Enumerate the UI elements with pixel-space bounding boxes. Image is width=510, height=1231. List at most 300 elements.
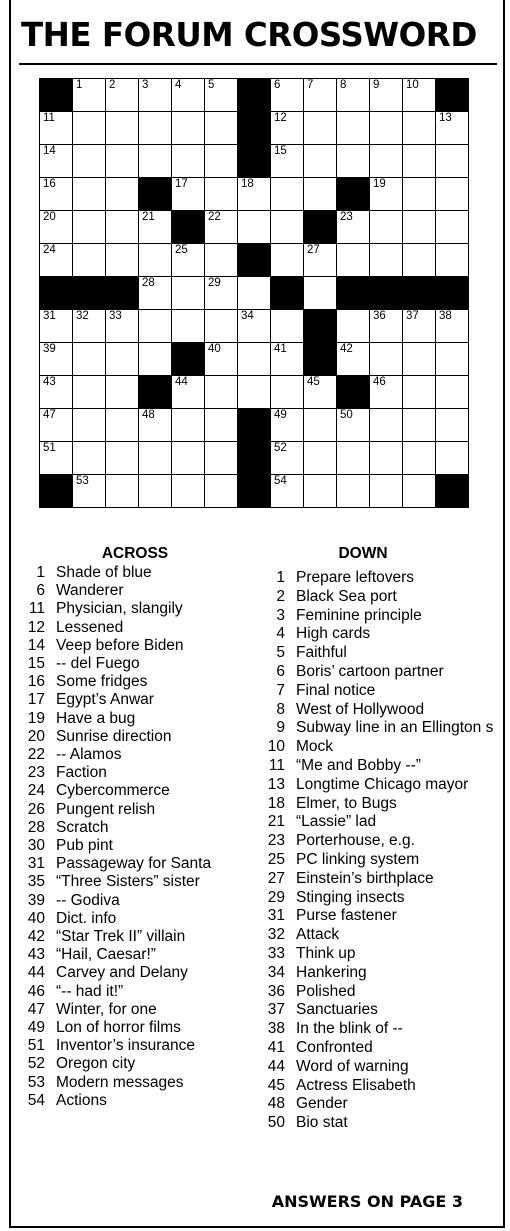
grid-cell[interactable] (205, 112, 238, 145)
down-clue (260, 719, 493, 738)
grid-cell[interactable] (436, 145, 469, 178)
down-clue (260, 907, 397, 926)
down-clue (260, 889, 405, 908)
grid-cell[interactable] (205, 343, 238, 376)
grid-cell[interactable] (172, 178, 205, 211)
grid-cell[interactable] (73, 409, 106, 442)
clue-number: 21 (267, 813, 285, 831)
answers-note: ANSWERS ON PAGE 3 (271, 1192, 463, 1211)
clue-number: 48 (267, 1095, 285, 1113)
cell-number: 43 (43, 376, 56, 388)
grid-cell[interactable] (304, 475, 337, 508)
grid-cell[interactable] (40, 442, 73, 475)
black-square (238, 79, 271, 112)
clue-number: 3 (276, 606, 285, 624)
grid-cell[interactable] (139, 244, 172, 277)
grid-cell[interactable] (304, 409, 337, 442)
grid-cell[interactable] (403, 442, 436, 475)
clue-text: Oregon city (56, 1055, 136, 1073)
clue-number: 18 (267, 794, 285, 812)
clue-text: “-- had it!” (56, 982, 124, 1000)
grid-cell[interactable] (304, 145, 337, 178)
grid-cell[interactable] (271, 145, 304, 178)
grid-cell[interactable] (40, 409, 73, 442)
grid-cell[interactable] (271, 442, 304, 475)
grid-cell[interactable] (106, 178, 139, 211)
grid-cell[interactable] (73, 145, 106, 178)
grid-cell[interactable] (172, 277, 205, 310)
grid-cell[interactable] (436, 310, 469, 343)
cell-number: 53 (76, 475, 89, 487)
down-clue (260, 964, 367, 983)
clue-text: Modern messages (56, 1073, 184, 1091)
clue-number: 32 (267, 926, 285, 944)
grid-cell[interactable] (271, 112, 304, 145)
cell-number: 17 (175, 178, 188, 190)
cell-number: 9 (373, 79, 380, 91)
grid-cell[interactable] (172, 409, 205, 442)
grid-cell[interactable] (205, 178, 238, 211)
grid-cell[interactable] (403, 310, 436, 343)
clue-number: 30 (27, 837, 45, 854)
clue-number: 43 (27, 946, 45, 964)
grid-cell[interactable] (370, 211, 403, 244)
grid-cell[interactable] (370, 343, 403, 376)
black-square (73, 277, 106, 310)
grid-cell[interactable] (238, 178, 271, 211)
grid-cell[interactable] (370, 475, 403, 508)
grid-cell[interactable] (172, 475, 205, 508)
grid-cell[interactable] (304, 376, 337, 409)
grid-cell[interactable] (172, 442, 205, 475)
across-clue (20, 1001, 157, 1020)
across-clue (20, 728, 171, 747)
clue-number: 52 (27, 1055, 45, 1073)
grid-cell[interactable] (73, 343, 106, 376)
grid-cell[interactable] (271, 409, 304, 442)
grid-cell[interactable] (370, 376, 403, 409)
clue-number: 40 (27, 909, 45, 927)
black-square (304, 310, 337, 343)
grid-cell[interactable] (403, 409, 436, 442)
black-square (238, 112, 271, 145)
clue-text: Scratch (56, 818, 109, 836)
across-clue (20, 673, 147, 692)
grid-cell[interactable] (337, 145, 370, 178)
clue-text: Physician, slangily (56, 600, 183, 618)
grid-cell[interactable] (436, 376, 469, 409)
grid-cell[interactable] (403, 178, 436, 211)
clue-number: 42 (27, 928, 45, 945)
down-clue (260, 926, 339, 945)
down-clue (260, 1058, 409, 1077)
clue-text: Faction (56, 764, 107, 782)
grid-cell[interactable] (370, 409, 403, 442)
across-clue (20, 873, 200, 892)
grid-cell[interactable] (172, 112, 205, 145)
grid-cell[interactable] (73, 178, 106, 211)
grid-cell[interactable] (205, 211, 238, 244)
grid-cell[interactable] (403, 211, 436, 244)
across-clue (20, 710, 135, 729)
grid-cell[interactable] (139, 343, 172, 376)
clue-text: Passageway for Santa (56, 855, 212, 873)
grid-cell[interactable] (337, 211, 370, 244)
grid-cell[interactable] (73, 79, 106, 112)
clue-text: “Star Trek II” villain (56, 928, 186, 945)
black-square (106, 277, 139, 310)
down-clue (260, 757, 421, 776)
clue-text: Actions (56, 1091, 107, 1109)
clue-number: 22 (27, 746, 45, 763)
clue-number: 34 (267, 963, 285, 981)
grid-cell[interactable] (40, 343, 73, 376)
cell-number: 47 (43, 409, 56, 421)
clue-text: Winter, for one (56, 1000, 157, 1018)
across-clue (20, 1055, 135, 1074)
grid-cell[interactable] (205, 409, 238, 442)
clue-text: Faithful (296, 644, 347, 662)
across-clue (20, 946, 156, 965)
clue-text: Porterhouse, e.g. (296, 832, 415, 850)
black-square (238, 475, 271, 508)
clue-number: 51 (27, 1037, 45, 1055)
grid-cell[interactable] (205, 442, 238, 475)
cell-number: 18 (241, 178, 254, 190)
grid-cell[interactable] (106, 79, 139, 112)
grid-cell[interactable] (436, 409, 469, 442)
grid-cell[interactable] (205, 244, 238, 277)
cell-number: 7 (307, 79, 314, 91)
grid-cell[interactable] (403, 79, 436, 112)
grid-cell[interactable] (337, 475, 370, 508)
grid-cell[interactable] (172, 79, 205, 112)
clue-number: 15 (27, 655, 45, 672)
cell-number: 4 (175, 79, 182, 91)
grid-cell[interactable] (139, 277, 172, 310)
black-square (238, 145, 271, 178)
grid-cell[interactable] (403, 343, 436, 376)
grid-cell[interactable] (172, 376, 205, 409)
cell-number: 36 (373, 310, 386, 322)
cell-number: 38 (439, 310, 452, 322)
down-clue (260, 983, 355, 1002)
clue-text: Pungent relish (56, 800, 156, 818)
across-clue (20, 600, 183, 619)
grid-cell[interactable] (403, 244, 436, 277)
clue-number: 1 (36, 564, 45, 581)
grid-cell[interactable] (73, 112, 106, 145)
grid-cell[interactable] (106, 211, 139, 244)
down-clue (260, 644, 347, 663)
cell-number: 40 (208, 343, 221, 355)
grid-cell[interactable] (238, 277, 271, 310)
clue-text: Carvey and Delany (56, 964, 188, 982)
grid-cell[interactable] (304, 244, 337, 277)
clue-number: 38 (267, 1020, 285, 1038)
grid-cell[interactable] (106, 343, 139, 376)
grid-cell[interactable] (370, 310, 403, 343)
cell-number: 51 (43, 442, 56, 454)
grid-cell[interactable] (40, 244, 73, 277)
cell-number: 52 (274, 442, 287, 454)
down-clue (260, 625, 370, 644)
grid-cell[interactable] (205, 475, 238, 508)
cell-number: 24 (43, 244, 56, 256)
grid-cell[interactable] (271, 310, 304, 343)
down-heading: DOWN (338, 545, 388, 562)
crossword-grid (39, 78, 469, 508)
across-clue (20, 655, 140, 674)
grid-cell[interactable] (238, 310, 271, 343)
clue-text: Prepare leftovers (296, 569, 415, 586)
clue-text: Black Sea port (296, 587, 397, 605)
grid-cell[interactable] (40, 112, 73, 145)
cell-number: 46 (373, 376, 386, 388)
grid-cell[interactable] (304, 277, 337, 310)
grid-cell[interactable] (106, 442, 139, 475)
grid-cell[interactable] (106, 112, 139, 145)
grid-cell[interactable] (271, 376, 304, 409)
cell-number: 44 (175, 376, 188, 388)
grid-cell[interactable] (205, 145, 238, 178)
clue-number: 33 (267, 945, 285, 962)
down-clue (260, 701, 424, 720)
grid-cell[interactable] (337, 79, 370, 112)
clue-text: Lessened (56, 618, 124, 636)
cell-number: 19 (373, 178, 386, 190)
grid-cell[interactable] (337, 442, 370, 475)
grid-cell[interactable] (106, 145, 139, 178)
grid-cell[interactable] (139, 442, 172, 475)
grid-cell[interactable] (139, 475, 172, 508)
grid-cell[interactable] (106, 376, 139, 409)
grid-cell[interactable] (238, 376, 271, 409)
black-square (238, 244, 271, 277)
grid-cell[interactable] (304, 178, 337, 211)
grid-cell[interactable] (436, 244, 469, 277)
down-clue (260, 1095, 348, 1114)
clue-text: Confronted (296, 1039, 373, 1056)
clue-number: 28 (27, 818, 45, 836)
grid-cell[interactable] (436, 343, 469, 376)
clue-number: 23 (27, 764, 45, 782)
page-title: THE FORUM CROSSWORD (21, 15, 477, 54)
grid-cell[interactable] (73, 442, 106, 475)
across-clue (20, 619, 123, 638)
cell-number: 28 (142, 277, 155, 289)
grid-cell[interactable] (271, 343, 304, 376)
cell-number: 8 (340, 79, 347, 91)
grid-cell[interactable] (337, 310, 370, 343)
grid-cell[interactable] (73, 376, 106, 409)
grid-cell[interactable] (238, 343, 271, 376)
grid-cell[interactable] (106, 409, 139, 442)
grid-cell[interactable] (205, 310, 238, 343)
cell-number: 37 (406, 310, 419, 322)
grid-cell[interactable] (205, 376, 238, 409)
grid-cell[interactable] (370, 145, 403, 178)
grid-cell[interactable] (370, 244, 403, 277)
grid-cell[interactable] (436, 112, 469, 145)
clue-number: 8 (276, 700, 285, 718)
grid-cell[interactable] (370, 79, 403, 112)
cell-number: 1 (76, 79, 83, 91)
clue-number: 23 (267, 832, 285, 850)
grid-cell[interactable] (304, 442, 337, 475)
down-clue (260, 1001, 378, 1020)
cell-number: 25 (175, 244, 188, 256)
cell-number: 33 (109, 310, 122, 322)
grid-cell[interactable] (271, 178, 304, 211)
cell-number: 39 (43, 343, 56, 355)
clue-text: Egypt’s Anwar (56, 691, 154, 709)
cell-number: 31 (43, 310, 56, 322)
clue-number: 9 (276, 719, 285, 737)
clue-text: Cybercommerce (56, 782, 170, 800)
grid-cell[interactable] (139, 79, 172, 112)
clue-number: 36 (267, 982, 285, 1000)
cell-number: 54 (274, 475, 287, 487)
grid-cell[interactable] (304, 79, 337, 112)
grid-cell[interactable] (403, 112, 436, 145)
across-clue (20, 837, 113, 856)
grid-cell[interactable] (403, 145, 436, 178)
down-clue (260, 1077, 416, 1096)
clue-number: 39 (27, 891, 45, 909)
clue-number: 16 (27, 673, 45, 691)
grid-cell[interactable] (436, 178, 469, 211)
across-clue (20, 1092, 107, 1111)
grid-cell[interactable] (370, 178, 403, 211)
clue-number: 41 (267, 1039, 285, 1056)
grid-cell[interactable] (73, 475, 106, 508)
clue-number: 24 (27, 782, 45, 800)
across-clue (20, 983, 123, 1002)
black-square (403, 277, 436, 310)
grid-cell[interactable] (73, 244, 106, 277)
grid-cell[interactable] (172, 145, 205, 178)
down-clue (260, 851, 419, 870)
grid-cell[interactable] (337, 343, 370, 376)
cell-number: 13 (439, 112, 452, 124)
grid-cell[interactable] (403, 376, 436, 409)
grid-cell[interactable] (40, 211, 73, 244)
cell-number: 42 (340, 343, 353, 355)
black-square (436, 277, 469, 310)
grid-cell[interactable] (370, 112, 403, 145)
grid-cell[interactable] (337, 112, 370, 145)
clue-number: 31 (267, 907, 285, 925)
grid-cell[interactable] (337, 244, 370, 277)
grid-cell[interactable] (139, 310, 172, 343)
crossword-panel (9, 0, 505, 1228)
grid-cell[interactable] (40, 178, 73, 211)
clue-text: Final notice (296, 681, 376, 699)
grid-cell[interactable] (40, 145, 73, 178)
grid-cell[interactable] (73, 211, 106, 244)
grid-cell[interactable] (205, 277, 238, 310)
cell-number: 11 (43, 112, 55, 124)
clue-text: Some fridges (56, 673, 148, 691)
grid-cell[interactable] (271, 79, 304, 112)
down-clue (260, 813, 376, 832)
grid-cell[interactable] (40, 310, 73, 343)
grid-cell[interactable] (370, 442, 403, 475)
grid-cell[interactable] (172, 310, 205, 343)
across-clue (20, 1074, 184, 1093)
across-clue (20, 637, 184, 656)
clue-text: -- del Fuego (56, 655, 140, 672)
clue-text: “Lassie” lad (296, 813, 377, 831)
grid-cell[interactable] (337, 409, 370, 442)
clue-number: 13 (267, 775, 285, 793)
clue-number: 10 (267, 738, 285, 756)
grid-cell[interactable] (73, 310, 106, 343)
grid-cell[interactable] (436, 442, 469, 475)
clue-text: Stinging insects (296, 888, 405, 906)
cell-number: 50 (340, 409, 353, 421)
grid-cell[interactable] (106, 475, 139, 508)
clue-text: Have a bug (56, 709, 136, 727)
grid-cell[interactable] (139, 211, 172, 244)
grid-cell[interactable] (139, 112, 172, 145)
clue-number: 29 (267, 888, 285, 906)
grid-cell[interactable] (403, 475, 436, 508)
clue-number: 45 (267, 1076, 285, 1094)
cell-number: 12 (274, 112, 287, 124)
grid-cell[interactable] (271, 211, 304, 244)
cell-number: 10 (406, 79, 419, 91)
clue-text: Longtime Chicago mayor (296, 775, 469, 793)
clue-number: 44 (27, 964, 45, 982)
grid-cell[interactable] (139, 145, 172, 178)
black-square (40, 277, 73, 310)
clue-number: 11 (28, 600, 45, 618)
clue-text: PC linking system (296, 851, 420, 868)
across-clue (20, 964, 188, 983)
clue-number: 11 (268, 757, 285, 774)
grid-cell[interactable] (106, 244, 139, 277)
grid-cell[interactable] (436, 211, 469, 244)
grid-cell[interactable] (271, 475, 304, 508)
grid-cell[interactable] (172, 244, 205, 277)
cell-number: 23 (340, 211, 353, 223)
grid-cell[interactable] (139, 409, 172, 442)
clue-text: -- Alamos (56, 746, 122, 763)
clue-number: 14 (27, 636, 45, 654)
grid-cell[interactable] (271, 244, 304, 277)
grid-cell[interactable] (304, 112, 337, 145)
across-clue (20, 764, 107, 783)
down-clue (260, 1114, 348, 1133)
across-clue (20, 582, 123, 601)
clue-text: Gender (296, 1095, 348, 1113)
grid-cell[interactable] (205, 79, 238, 112)
cell-number: 15 (274, 145, 287, 157)
grid-cell[interactable] (40, 376, 73, 409)
grid-cell[interactable] (106, 310, 139, 343)
clue-number: 49 (27, 1019, 45, 1036)
clue-number: 7 (276, 681, 285, 699)
black-square (304, 211, 337, 244)
black-square (337, 178, 370, 211)
black-square (304, 343, 337, 376)
across-clue (20, 782, 170, 801)
clue-number: 50 (267, 1114, 285, 1132)
clue-text: Actress Elisabeth (296, 1076, 416, 1094)
grid-cell[interactable] (238, 211, 271, 244)
